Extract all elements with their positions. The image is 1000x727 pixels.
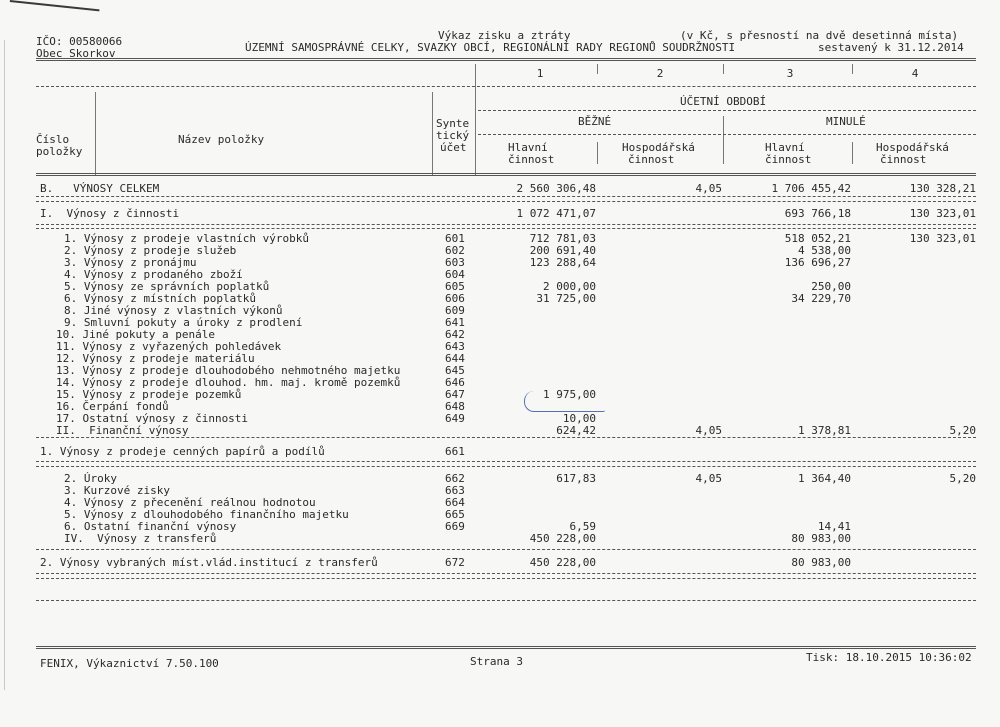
row-account: 672 (445, 556, 465, 569)
separator (852, 142, 853, 164)
row-name: 1. Výnosy z prodeje cenných papírů a podílů (40, 445, 325, 458)
row-name: 13. Výnosy z prodeje dlouhodobého nehmotného majetku (56, 364, 401, 377)
row-current-main: 624,42 (556, 424, 596, 437)
row-previous-econ: 5,20 (949, 472, 976, 485)
scan-corner-mark (8, 0, 99, 25)
row-name: 12. Výnosy z prodeje materiálu (56, 352, 255, 365)
row-name: II. Finanční výnosy (56, 424, 189, 437)
report-date: sestavený k 31.12.2014 (818, 41, 964, 54)
col-num-3: 3 (786, 67, 794, 80)
row-previous-main: 80 983,00 (791, 556, 851, 569)
rule (36, 573, 976, 574)
row-account: 664 (445, 496, 465, 509)
scan-edge (4, 40, 5, 690)
rule (36, 600, 976, 601)
row-previous-main: 136 696,27 (784, 256, 851, 269)
handwritten-mark (524, 391, 605, 412)
row-current-main: 123 288,64 (529, 256, 596, 269)
rule (36, 224, 976, 225)
col-num-4: 4 (911, 67, 919, 80)
rule (36, 86, 976, 87)
row-current-main: 450 228,00 (529, 532, 596, 545)
row-previous-main: 1 364,40 (798, 472, 851, 485)
row-name: I. Výnosy z činnosti (40, 207, 180, 220)
separator (432, 92, 433, 176)
row-account: 661 (445, 445, 465, 458)
report-title: Výkaz zisku a ztráty (438, 29, 571, 42)
row-account: 601 (445, 232, 465, 245)
row-account: 669 (445, 520, 465, 533)
row-previous-main: 693 766,18 (784, 207, 851, 220)
col-num-1: 1 (536, 67, 544, 80)
row-account: 648 (445, 400, 465, 413)
separator (475, 64, 476, 176)
rule (36, 58, 976, 61)
row-current-main: 2 000,00 (543, 280, 596, 293)
rule (36, 201, 976, 202)
previous-period-label: MINULÉ (826, 115, 866, 128)
econ-activity-label-1b: činnost (628, 153, 675, 166)
row-current-main: 2 560 306,48 (516, 182, 596, 195)
row-name: 2. Výnosy vybraných míst.vlád.institucí z transferů (40, 556, 378, 569)
separator (597, 142, 598, 164)
row-account: 642 (445, 328, 465, 341)
rule (478, 110, 976, 111)
col-number-label: Číslo (36, 133, 70, 146)
row-account: 641 (445, 316, 465, 329)
main-activity-label-2b: činnost (765, 153, 812, 166)
econ-activity-label-2: Hospodářská (876, 141, 949, 154)
row-name: 14. Výnosy z prodeje dlouhod. hm. maj. kromě pozemků (56, 376, 401, 389)
rule (36, 228, 976, 229)
econ-activity-label-1: Hospodářská (622, 141, 695, 154)
col-acct-label-3: účet (440, 141, 467, 154)
current-period-label: BĚŽNÉ (578, 115, 612, 128)
row-name: 3. Výnosy z pronájmu (64, 256, 197, 269)
row-current-main: 617,83 (556, 472, 596, 485)
row-current-econ: 4,05 (695, 182, 722, 195)
row-account: 602 (445, 244, 465, 257)
separator (723, 116, 724, 164)
row-previous-econ: 5,20 (949, 424, 976, 437)
separator (597, 64, 598, 74)
report-subtitle: ÚZEMNÍ SAMOSPRÁVNÉ CELKY, SVAZKY OBCÍ, REGIONÁLNÍ RADY REGIONŮ SOUDRŽNOSTI (245, 41, 736, 54)
row-previous-main: 80 983,00 (791, 532, 851, 545)
row-account: 604 (445, 268, 465, 281)
row-name: 4. Výnosy z prodaného zboží (64, 268, 243, 281)
rule (478, 134, 976, 135)
row-name: 16. Čerpání fondů (56, 400, 169, 413)
row-previous-main: 1 378,81 (798, 424, 851, 437)
row-previous-main: 14,41 (817, 520, 851, 533)
row-name: 2. Výnosy z prodeje služeb (64, 244, 237, 257)
row-name: 4. Výnosy z přecenění reálnou hodnotou (64, 496, 316, 509)
ico: IČO: 00580066 (36, 35, 123, 48)
row-current-main: 1 072 471,07 (516, 207, 596, 220)
col-acct-label-1: Synte (436, 117, 470, 130)
row-current-econ: 4,05 (695, 424, 722, 437)
row-previous-main: 518 052,21 (784, 232, 851, 245)
row-name: 5. Výnosy z dlouhodobého finančního majetku (64, 508, 349, 521)
row-name: 10. Jiné pokuty a penále (56, 328, 215, 341)
row-name: 2. Úroky (64, 472, 117, 485)
row-current-main: 10,00 (562, 412, 596, 425)
rule (36, 578, 976, 579)
row-name: 9. Smluvní pokuty a úroky z prodlení (64, 316, 303, 329)
organization-name: Obec Skorkov (36, 47, 116, 60)
footer-page: Strana 3 (470, 655, 523, 668)
rule (36, 196, 976, 197)
econ-activity-label-2b: činnost (880, 153, 927, 166)
row-account: 605 (445, 280, 465, 293)
row-name: 5. Výnosy ze správních poplatků (64, 280, 270, 293)
row-current-main: 31 725,00 (536, 292, 596, 305)
col-acct-label-2: tický (436, 129, 470, 142)
row-current-main: 6,59 (569, 520, 596, 533)
row-current-econ: 4,05 (695, 472, 722, 485)
row-account: 645 (445, 364, 465, 377)
row-previous-econ: 130 328,21 (909, 182, 976, 195)
row-account: 644 (445, 352, 465, 365)
row-name: 17. Ostatní výnosy z činnosti (56, 412, 249, 425)
row-name: 1. Výnosy z prodeje vlastních výrobků (64, 232, 310, 245)
row-name: 6. Výnosy z místních poplatků (64, 292, 257, 305)
separator (852, 64, 853, 74)
row-account: 609 (445, 304, 465, 317)
row-name: 3. Kurzové zisky (64, 484, 170, 497)
row-account: 606 (445, 292, 465, 305)
col-number-label-2: položky (36, 145, 83, 158)
row-previous-main: 34 229,70 (791, 292, 851, 305)
main-activity-label-1b: činnost (508, 153, 555, 166)
row-name: 6. Ostatní finanční výnosy (64, 520, 237, 533)
row-name: 11. Výnosy z vyřazených pohledávek (56, 340, 282, 353)
row-account: 662 (445, 472, 465, 485)
footer-software: FENIX, Výkaznictví 7.50.100 (40, 657, 219, 670)
row-previous-econ: 130 323,01 (909, 232, 976, 245)
row-account: 643 (445, 340, 465, 353)
rule (36, 461, 976, 462)
rule (36, 549, 976, 550)
separator (95, 92, 96, 176)
row-account: 665 (445, 508, 465, 521)
period-label: ÚČETNÍ OBDOBÍ (680, 95, 767, 108)
footer-print-date: Tisk: 18.10.2015 10:36:02 (806, 651, 972, 664)
row-current-main: 1 975,00 (543, 388, 596, 401)
row-previous-main: 4 538,00 (798, 244, 851, 257)
row-account: 647 (445, 388, 465, 401)
main-activity-label-2: Hlavní (765, 141, 805, 154)
row-name: IV. Výnosy z transferů (64, 532, 217, 545)
row-previous-main: 1 706 455,42 (771, 182, 851, 195)
row-account: 646 (445, 376, 465, 389)
units-note: (v Kč, s přesností na dvě desetinná místa) (680, 29, 959, 42)
row-name: 8. Jiné výnosy z vlastních výkonů (64, 304, 283, 317)
rule (36, 646, 976, 649)
row-current-main: 712 781,03 (529, 232, 596, 245)
row-name: B. VÝNOSY CELKEM (40, 182, 160, 195)
separator (723, 64, 724, 74)
row-current-main: 450 228,00 (529, 556, 596, 569)
row-current-main: 200 691,40 (529, 244, 596, 257)
rule (36, 173, 976, 176)
row-previous-econ: 130 323,01 (909, 207, 976, 220)
rule (36, 437, 976, 438)
row-name: 15. Výnosy z prodeje pozemků (56, 388, 242, 401)
rule (36, 466, 976, 467)
col-num-2: 2 (656, 67, 664, 80)
row-account: 603 (445, 256, 465, 269)
col-name-label: Název položky (178, 133, 265, 146)
row-previous-main: 250,00 (811, 280, 851, 293)
row-account: 649 (445, 412, 465, 425)
main-activity-label-1: Hlavní (508, 141, 548, 154)
row-account: 663 (445, 484, 465, 497)
